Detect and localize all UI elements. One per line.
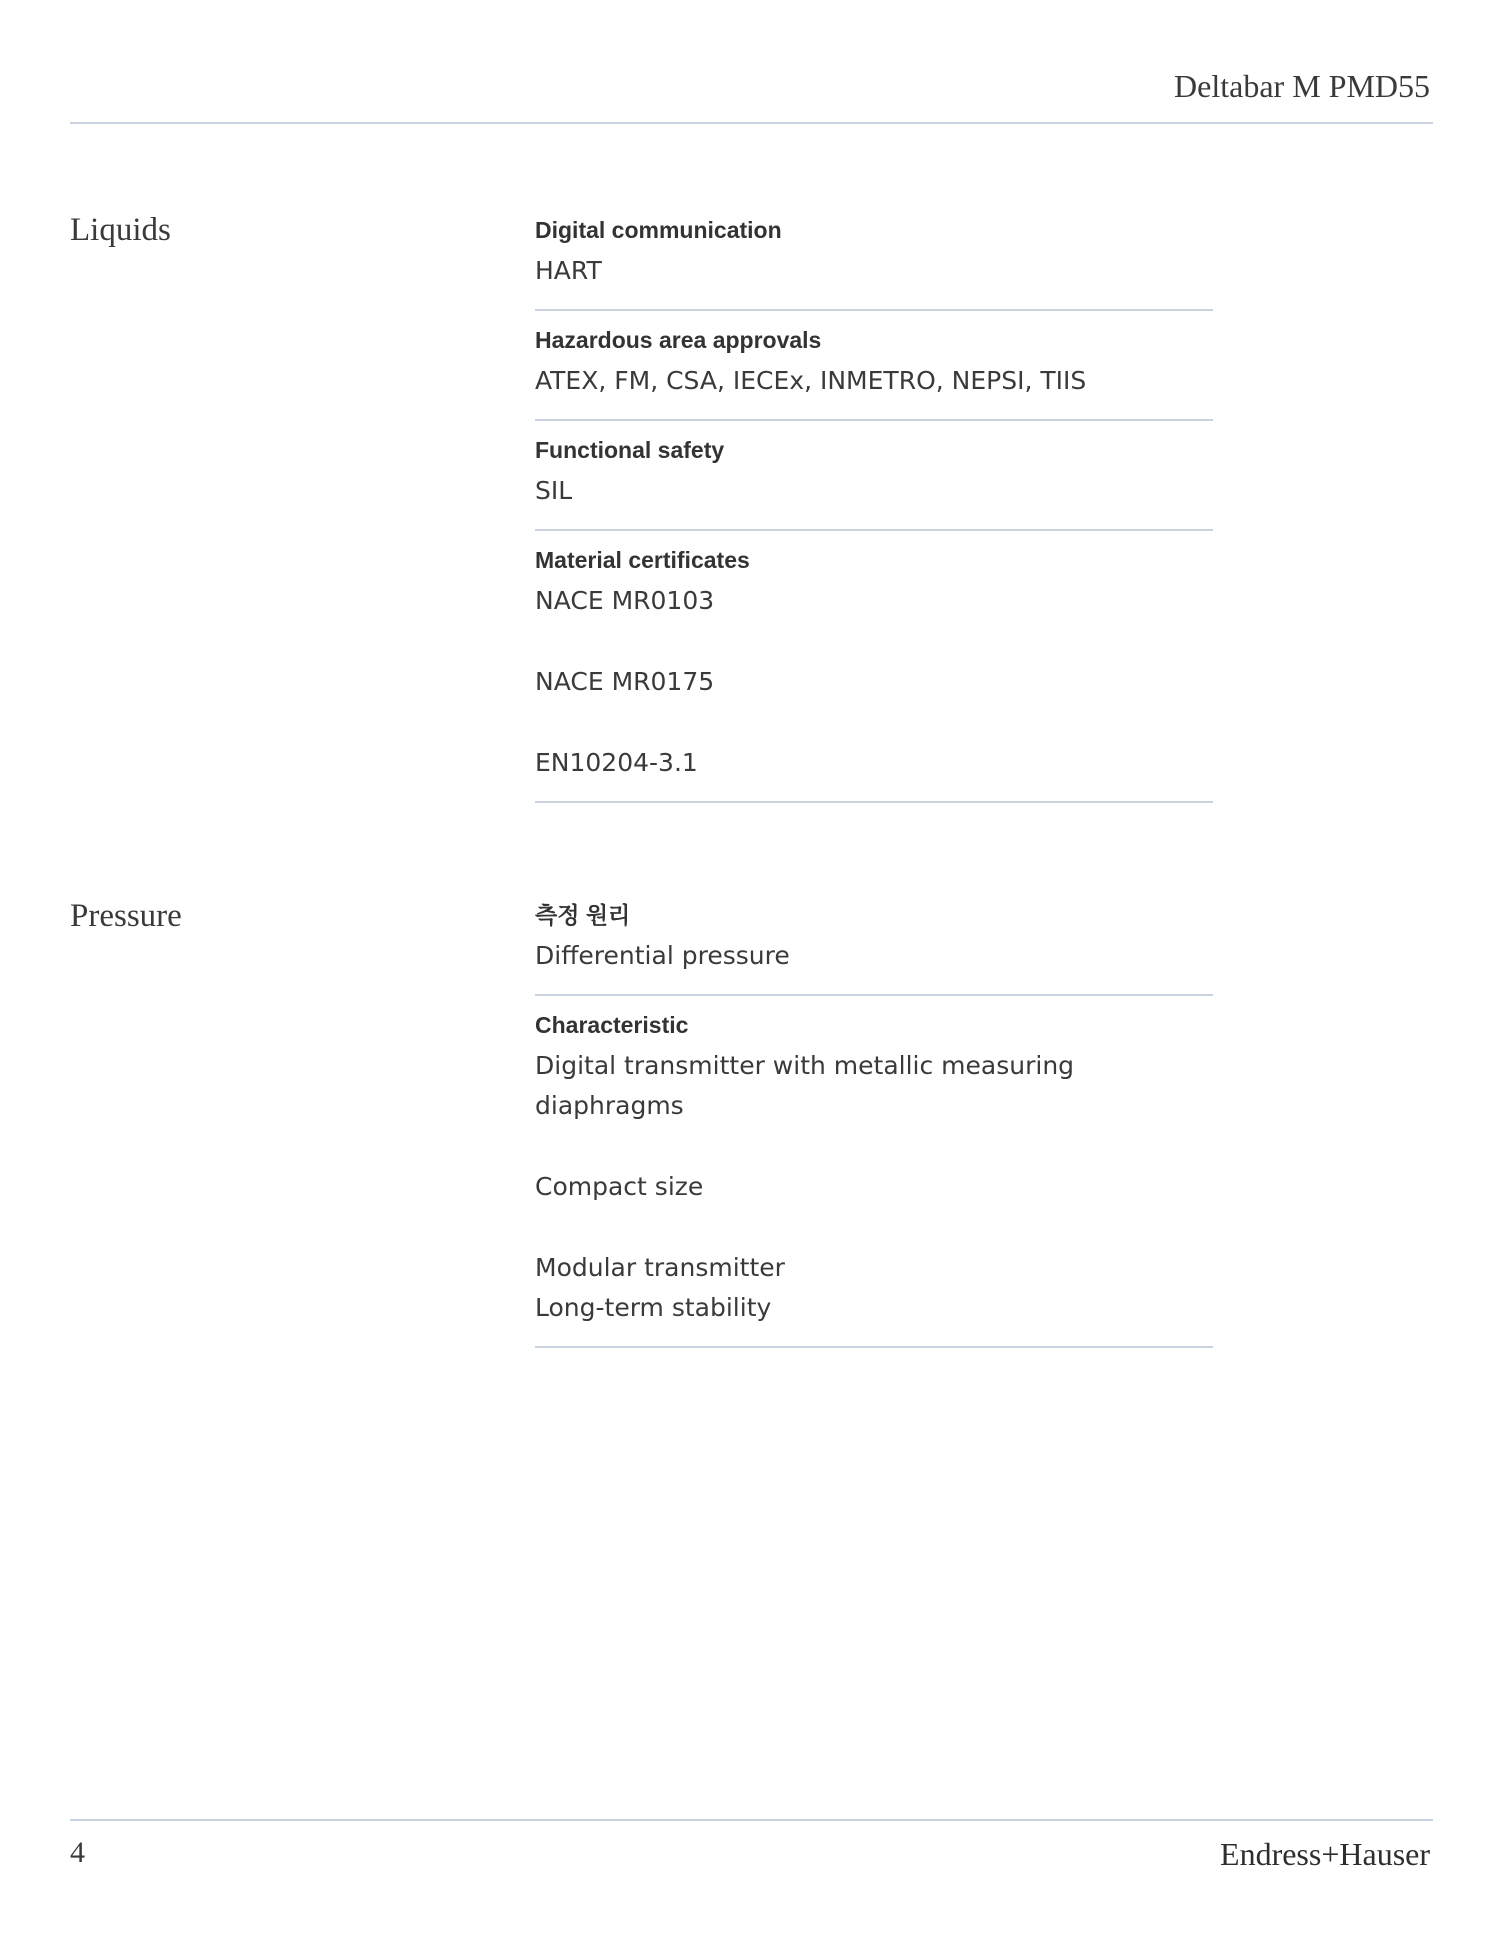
- field-label: Digital communication: [535, 217, 782, 243]
- field-material-certificates: [535, 531, 1213, 803]
- page-number: 4: [70, 1836, 85, 1869]
- field-label: 측정 원리: [535, 902, 631, 928]
- section-title-pressure: Pressure: [70, 898, 182, 934]
- document-header-title: Deltabar M PMD55: [1174, 68, 1430, 104]
- field-label: Functional safety: [535, 437, 725, 463]
- brand-logo-text: Endress+Hauser: [1220, 1836, 1430, 1872]
- section-title-liquids: Liquids: [70, 212, 171, 248]
- header-divider: [70, 122, 1433, 124]
- field-value: Differential pressure: [535, 941, 790, 970]
- field-value: Modular transmitter Long-term stability: [535, 1253, 785, 1322]
- field-value: Compact size: [535, 1172, 704, 1201]
- pressure-fields: [535, 900, 1213, 1348]
- field-value: Digital transmitter with metallic measuring diaphragms: [535, 1051, 1075, 1120]
- field-hazardous-area-approvals: [535, 311, 1213, 421]
- field-value: HART: [535, 256, 602, 285]
- field-label: Hazardous area approvals: [535, 327, 822, 353]
- field-value: NACE MR0103: [535, 586, 715, 615]
- field-label: Material certificates: [535, 547, 750, 573]
- liquids-fields: [535, 215, 1213, 803]
- field-characteristic: [535, 996, 1213, 1348]
- field-measuring-principle: [535, 900, 1213, 996]
- field-digital-communication: [535, 215, 1213, 311]
- field-label: Characteristic: [535, 1012, 689, 1038]
- field-value: EN10204-3.1: [535, 748, 698, 777]
- field-value: ATEX, FM, CSA, IECEx, INMETRO, NEPSI, TIIS: [535, 366, 1087, 395]
- footer-divider: [70, 1819, 1433, 1821]
- field-value: SIL: [535, 476, 573, 505]
- field-functional-safety: [535, 421, 1213, 531]
- field-value: NACE MR0175: [535, 667, 715, 696]
